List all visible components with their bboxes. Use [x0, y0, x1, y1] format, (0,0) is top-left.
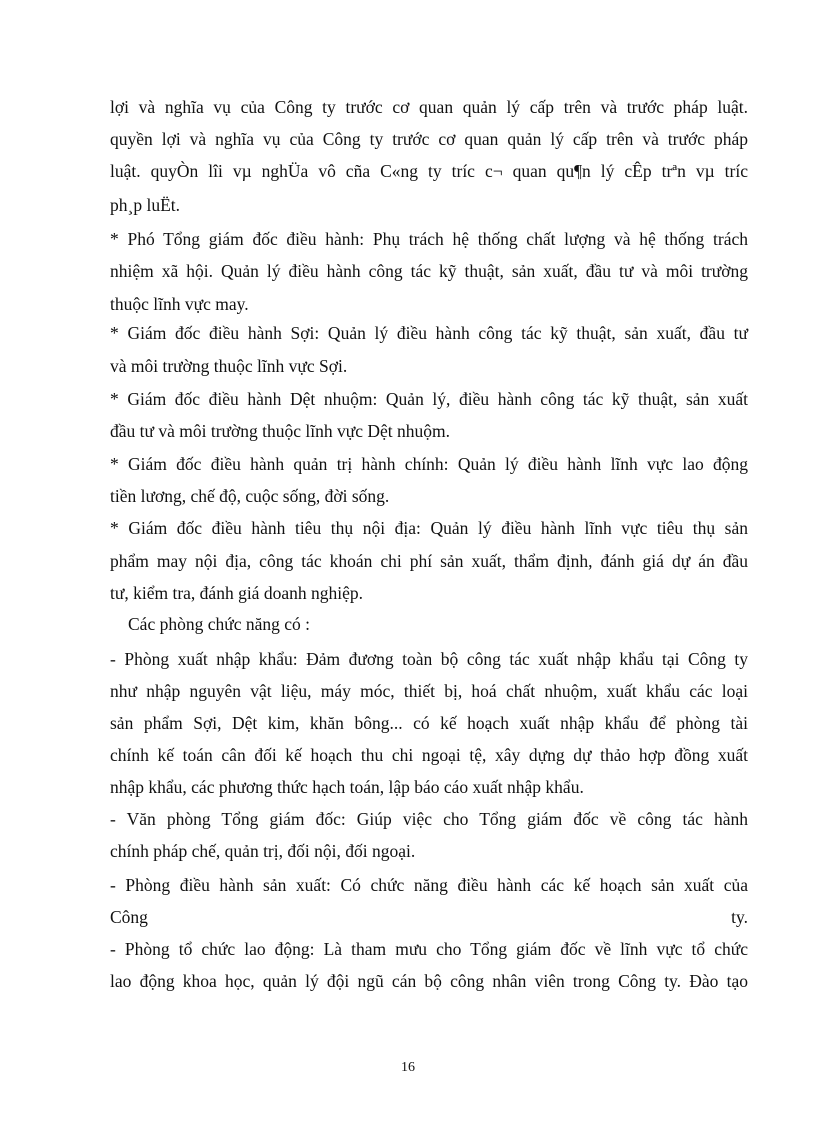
text-line: * Phó Tổng giám đốc điều hành: Phụ trách hệ thống chất lượng và hệ thống trách — [110, 229, 748, 249]
text-line: * Giám đốc điều hành Dệt nhuộm: Quản lý, điều hành công tác kỹ thuật, sản xuất — [110, 389, 748, 409]
split-left-word: Công — [110, 907, 148, 927]
text-line: thuộc lĩnh vực may. — [110, 294, 249, 314]
text-line: lợi và nghĩa vụ của Công ty trước cơ quan quản lý cấp trên và trước pháp luật. — [110, 97, 748, 117]
page-number: 16 — [401, 1060, 415, 1075]
text-line: - Văn phòng Tổng giám đốc: Giúp việc cho Tổng giám đốc về công tác hành — [110, 809, 748, 829]
text-line: - Phòng điều hành sản xuất: Có chức năng điều hành các kế hoạch sản xuất của — [110, 875, 748, 895]
section-heading: Các phòng chức năng có : — [128, 614, 310, 634]
text-line: ph¸p luËt. — [110, 195, 180, 215]
text-line: nhập khẩu, các phương thức hạch toán, lập báo cáo xuất nhập khẩu. — [110, 777, 584, 797]
text-line: * Giám đốc điều hành tiêu thụ nội địa: Quản lý điều hành lĩnh vực tiêu thụ sản — [110, 518, 748, 538]
text-line: lao động khoa học, quản lý đội ngũ cán bộ công nhân viên trong Công ty. Đào tạo — [110, 971, 748, 991]
text-line: phẩm may nội địa, công tác khoán chi phí sản xuất, thẩm định, đánh giá dự án đầu — [110, 551, 748, 571]
text-line: tiền lương, chế độ, cuộc sống, đời sống. — [110, 486, 390, 506]
split-right-word: ty. — [731, 907, 748, 927]
text-line: luật. quyÒn lîi vµ nghÜa vô cña C«ng ty tríc c¬ quan qu¶n lý cÊp trªn vµ tríc — [110, 161, 748, 181]
text-line: nhiệm xã hội. Quản lý điều hành công tác kỹ thuật, sản xuất, đầu tư và môi trường — [110, 261, 748, 281]
text-line: như nhập nguyên vật liệu, máy móc, thiết bị, hoá chất nhuộm, xuất khẩu các loại — [110, 681, 748, 701]
text-line: quyền lợi và nghĩa vụ của Công ty trước cơ quan quản lý cấp trên và trước pháp — [110, 129, 748, 149]
text-line: - Phòng tổ chức lao động: Là tham mưu cho Tổng giám đốc về lĩnh vực tổ chức — [110, 939, 748, 959]
text-line: đầu tư và môi trường thuộc lĩnh vực Dệt nhuộm. — [110, 421, 451, 441]
text-line: và môi trường thuộc lĩnh vực Sợi. — [110, 356, 348, 376]
text-line: sản phẩm Sợi, Dệt kim, khăn bông... có kế hoạch xuất nhập khẩu để phòng tài — [110, 713, 748, 733]
text-line: tư, kiểm tra, đánh giá doanh nghiệp. — [110, 583, 363, 603]
text-line: chính pháp chế, quản trị, đối nội, đối ngoại. — [110, 841, 416, 861]
text-line: * Giám đốc điều hành quản trị hành chính: Quản lý điều hành lĩnh vực lao động — [110, 454, 748, 474]
text-line: - Phòng xuất nhập khẩu: Đảm đương toàn bộ công tác xuất nhập khẩu tại Công ty — [110, 649, 748, 669]
text-line: chính kế toán cân đối kế hoạch thu chi ngoại tệ, xây dựng dự thảo hợp đồng xuất — [110, 745, 748, 765]
text-line: * Giám đốc điều hành Sợi: Quản lý điều hành công tác kỹ thuật, sản xuất, đầu tư — [110, 323, 748, 343]
text-line-split — [110, 906, 748, 928]
